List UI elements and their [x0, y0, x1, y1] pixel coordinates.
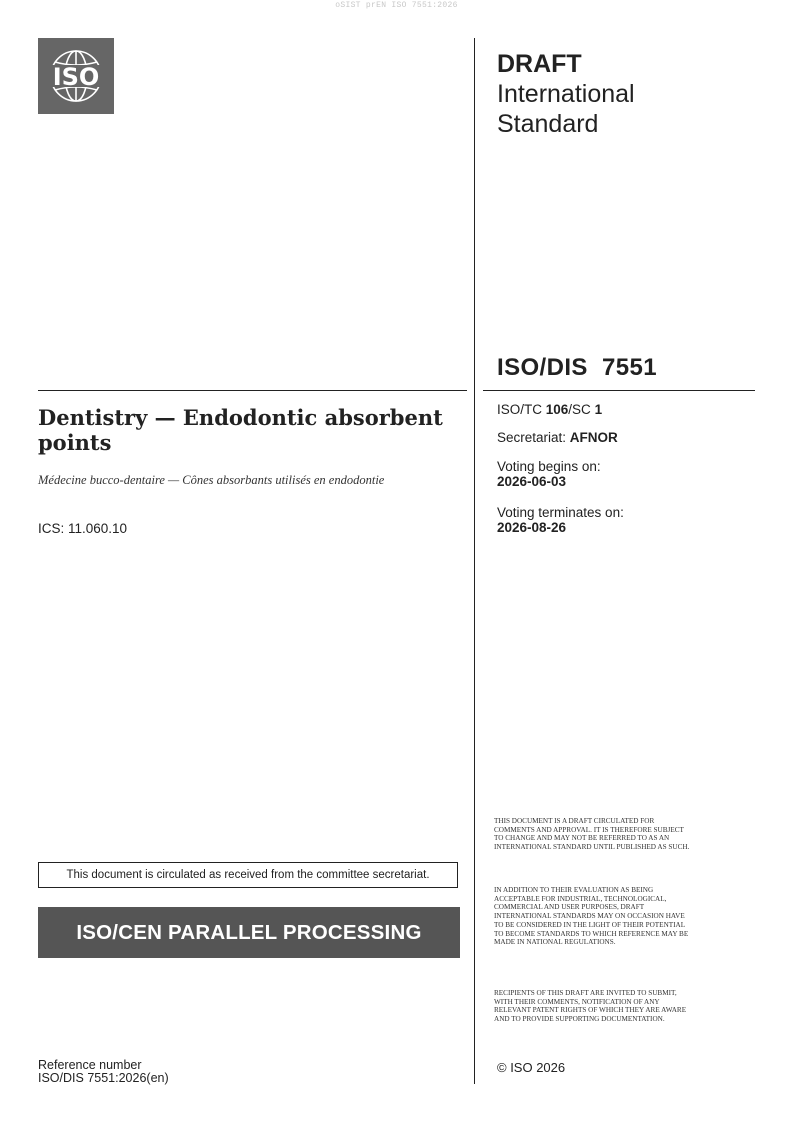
- tc-number: 106: [545, 402, 569, 417]
- circulation-note: This document is circulated as received from the committee secretariat.: [38, 862, 458, 888]
- document-number: ISO/DIS 7551: [497, 354, 657, 381]
- svg-text:ISO: ISO: [52, 63, 100, 91]
- committee: [497, 402, 602, 417]
- parallel-processing-banner: ISO/CEN PARALLEL PROCESSING: [38, 907, 460, 958]
- ics-code: ICS: 11.060.10: [38, 521, 128, 536]
- voting-terminates-label: Voting terminates on:: [497, 505, 624, 520]
- committee-prefix: ISO/TC: [497, 402, 546, 417]
- sc-number: 1: [594, 402, 603, 417]
- vertical-divider: [474, 38, 475, 1084]
- secretariat: [497, 430, 618, 445]
- voting-terminates-date: 2026-08-26: [497, 520, 567, 535]
- legal-notice-evaluation: IN ADDITION TO THEIR EVALUATION AS BEING ACCEPTABLE FOR INDUSTRIAL, TECHNOLOGICAL, COMMERCIAL AND USER PURPOSES, DRAFT INTERNATIONAL STANDARDS MAY ON OCCASION HAVE TO BE CONSIDERED IN THE LIGHT OF THEIR POTENTIAL TO BECOME STANDARDS TO WHICH REFERENCE MAY BE MADE IN NATIONAL REGULATIONS.: [494, 886, 689, 947]
- legal-notice-patent: RECIPIENTS OF THIS DRAFT ARE INVITED TO SUBMIT, WITH THEIR COMMENTS, NOTIFICATION OF ANY RELEVANT PATENT RIGHTS OF WHICH THEY ARE AWARE AND TO PROVIDE SUPPORTING DOCUMENTATION.: [494, 989, 687, 1024]
- watermark: oSIST prEN ISO 7551:2026: [335, 1, 458, 10]
- reference-label: Reference number: [38, 1058, 142, 1072]
- copyright: © ISO 2026: [497, 1060, 566, 1075]
- standard-label: Standard: [497, 110, 599, 138]
- secretariat-value: AFNOR: [569, 430, 618, 445]
- voting-begins-date: 2026-06-03: [497, 474, 567, 489]
- committee-sep: /SC: [568, 402, 595, 417]
- horizontal-rule-right: [483, 390, 755, 391]
- document-title: Dentistry — Endodontic absorbent points: [38, 405, 443, 455]
- reference-value: ISO/DIS 7551:2026(en): [38, 1071, 169, 1085]
- voting-terminates: [497, 505, 624, 535]
- draft-label: DRAFT: [497, 50, 582, 78]
- french-title: Médecine bucco-dentaire — Cônes absorbants utilisés en endodontie: [38, 473, 385, 487]
- document-stage: [497, 49, 635, 139]
- international-label: International: [497, 80, 635, 108]
- secretariat-label: Secretariat:: [497, 430, 570, 445]
- reference-number: [38, 1059, 169, 1085]
- voting-begins-label: Voting begins on:: [497, 459, 601, 474]
- iso-logo-icon: [38, 38, 114, 114]
- horizontal-rule-left: [38, 390, 467, 391]
- legal-notice-draft: THIS DOCUMENT IS A DRAFT CIRCULATED FOR COMMENTS AND APPROVAL. IT IS THEREFORE SUBJECT TO CHANGE AND MAY NOT BE REFERRED TO AS AN INTERNATIONAL STANDARD UNTIL PUBLISHED AS SUCH.: [494, 817, 690, 852]
- voting-begins: [497, 459, 601, 489]
